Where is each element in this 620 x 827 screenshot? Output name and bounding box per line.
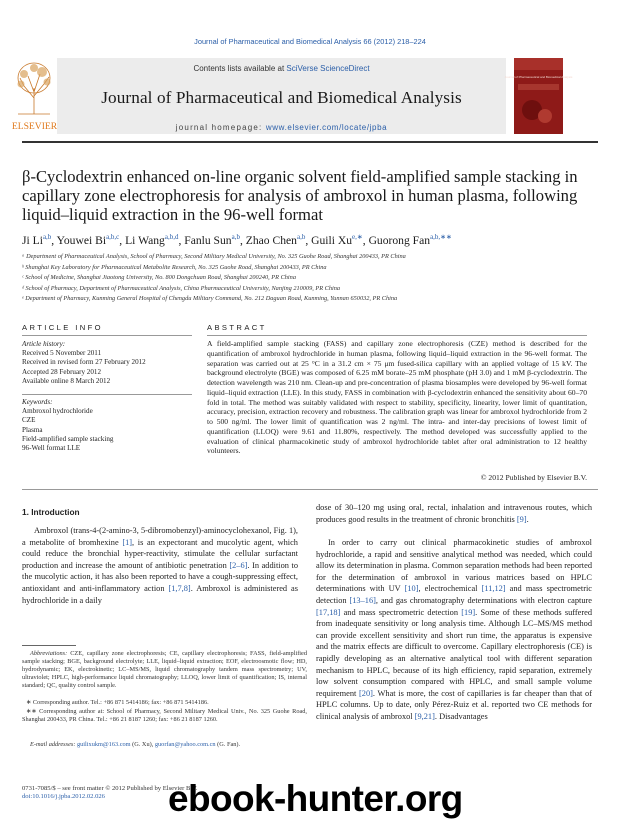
corresponding-author-2: ∗∗ Corresponding author at: School of Pharmacy, Second Military Medical Univ., No. 325 Guohe Road, Shanghai 200433, PR China. Tel.: +86 21 8187 1260; fax: +86 21 8187 1260.: [22, 708, 307, 724]
intro-paragraph-1: Ambroxol (trans-4-(2-amino-3, 5-dibromobenzyl)-aminocyclohexanol, Fig. 1), a metabolite of bromhexine [1], is an expectorant and mucolytic agent, which could reduce the bronchial hyper-reactivity, stimulate the cellular surfactant production and increase the amount of antibiotic penetration [2–6]. In addition to the mucolytic action, it has also been reported to have a cough-suppressing effect, antioxidant and anti-inflammatory action [1,7,8]. Ambroxol is administered as hydrochloride in a daily: [22, 526, 298, 605]
history-label: Article history:: [22, 340, 66, 348]
author-affiliation-marker[interactable]: a,b: [42, 233, 52, 241]
affiliation-a: ᵃ Department of Pharmaceutical Analysis, School of Pharmacy, Second Military Medical University, No. 325 Guohe Road, Shanghai 200433, PR China: [22, 253, 406, 260]
intro-paragraph-right-2: In order to carry out clinical pharmacokinetic studies of ambroxol hydrochloride, a rapid and sensitive analytical method was needed, which could allow its determination in plasma. Common separation methods had been reported for the determination of ambroxol in various matrices based on HPLC determinations with UV [10], electrochemical [11,12] and mass spectrometric detection [13–16], and gas chromatography determinations with electron capture [17,18] and mass spectrometric detection [19]. Some of these methods suffered from inadequate sensitivity or long analysis time. Although LC–MS/MS method can provide excellent sensitivity and short run time, the apparatus is expensive and the matrix effects are difficult to overcome. Capillary electrophoresis (CE) is rapidly developing as an alternative analytical tool with different separation mechanism to HPLC, because of its high efficiency, rapid separation, extremely low solvent consumption compared with HPLC, and small sample volume requirement [20]. What is more, the cost of capillaries is far cheaper than that of HPLC columns. Up to date, only Pérez-Ruiz et al. reported two CE methods for clinical analysis of ambroxol [9,21]. Disadvantages: [316, 538, 593, 721]
author-affiliation-marker[interactable]: a,b: [296, 233, 306, 241]
citation-link[interactable]: [1]: [122, 537, 133, 547]
author-name: Guili Xu: [311, 234, 353, 247]
footnote-rule: [22, 645, 76, 646]
abstract-heading: ABSTRACT: [207, 323, 267, 332]
keyword: 96-Well format LLE: [22, 444, 81, 453]
homepage-prefix: journal homepage:: [175, 123, 266, 132]
citation-link[interactable]: [1,7,8]: [168, 583, 191, 593]
contents-prefix: Contents lists available at: [193, 64, 287, 73]
keyword: Ambroxol hydrochloride: [22, 407, 93, 416]
author-list: Ji Li$^{a,b}$, Youwei Bi$^{a,b,c}$, Li Wang$^{a,b,d}$, Fanlu Sun$^{a,b}$, Zhao Chen$^{a,b}$, Guili $Xu^{e,∗}$, Guorong Fan$^{a,b,∗∗}$: [22, 233, 452, 247]
elsevier-wordmark: ELSEVIER: [11, 121, 58, 132]
copyright-line: © 2012 Published by Elsevier B.V.: [480, 473, 587, 482]
citation-link[interactable]: [10]: [404, 584, 419, 594]
article-history: [22, 340, 192, 386]
citation-link[interactable]: [9]: [516, 514, 527, 524]
abstract-rule: [207, 335, 587, 336]
author-affiliation-marker[interactable]: a,b,c: [106, 233, 120, 241]
elsevier-logo: [12, 58, 57, 134]
email-link[interactable]: guorfan@yahoo.com.cn: [154, 741, 216, 748]
abbreviations-footnote: Abbreviations: CZE, capillary zone electrophoresis; CE, capillary electrophoresis; FASS, field-amplified sample stacking; BGE, background electrolyte; LLE, liquid–liquid extraction; EOF, electroosmotic flow; HD, hydrodynamic; EK, electrokinetic; LC–MS/MS, liquid chromatography tandem mass spectrometry; UV, ultraviolet; HPLC, high-performance liquid chromatography; LLOQ, lower limit of quantification; IS, internal standard; QC, quality control sample.: [22, 650, 307, 690]
author-name: Fanlu Sun: [184, 234, 232, 247]
contents-line: [57, 64, 506, 73]
affiliation-b: ᵇ Shanghai Key Laboratory for Pharmaceutical Metabolite Research, No. 325 Guohe Road, Shanghai 200433, PR China: [22, 263, 327, 271]
affiliation-c: ᶜ School of Medicine, Shanghai Jiaotong University, No. 800 Dongchuan Road, Shanghai 200240, PR China: [22, 274, 296, 281]
issn-line: 0731-7085/$ – see front matter © 2012 Published by Elsevier B.V.: [22, 785, 198, 792]
journal-cover-image: [504, 58, 573, 134]
email-addresses: E-mail addresses: guilixukm@163.com (G. Xu), guorfan@yahoo.com.cn (G. Fan).: [30, 741, 241, 748]
citation-link[interactable]: [11,12]: [481, 584, 506, 594]
journal-homepage: [57, 123, 506, 132]
author-name: Guorong Fan: [368, 234, 431, 247]
keywords-rule: [22, 394, 192, 395]
author-name: Li Wang: [125, 234, 165, 247]
keywords-label: Keywords:: [22, 398, 53, 406]
author-affiliation-marker[interactable]: a,b,d: [164, 233, 179, 241]
intro-paragraph-right-1: dose of 30–120 mg using oral, rectal, inhalation and intravenous routes, which produces good results in the treatment of chronic bronchitis [9].: [316, 503, 592, 524]
homepage-link[interactable]: www.elsevier.com/locate/jpba: [265, 123, 388, 132]
author-affiliation-marker[interactable]: a,b,∗∗: [430, 233, 452, 241]
history-revised: Received in revised form 27 February 2012: [22, 358, 146, 367]
header-rule: [22, 141, 598, 143]
citation-link[interactable]: [19]: [461, 607, 476, 617]
author-name: Youwei Bi: [56, 234, 107, 247]
citation-link[interactable]: [2–6]: [229, 560, 248, 570]
keyword: Plasma: [22, 425, 43, 434]
affiliation-e: ᵉ Department of Pharmacy, Kunming General Hospital of Chengdu Military Command, No. 212 Daguan Road, Kunming, Yunnan 650032, PR China: [22, 295, 398, 302]
journal-citation-link[interactable]: Journal of Pharmaceutical and Biomedical Analysis 66 (2012) 218–224: [194, 37, 426, 46]
section-heading-introduction: 1. Introduction: [22, 507, 80, 517]
keyword: CZE: [22, 416, 36, 425]
affiliation-d: ᵈ School of Pharmacy, Department of Pharmaceutical Analysis, China Pharmaceutical University, Nanjing 210009, PR China: [22, 284, 341, 292]
cover-title: Journal of Pharmaceutical and Biomedical Analysis: [504, 75, 573, 79]
doi-link[interactable]: doi:10.1016/j.jpba.2012.02.026: [22, 793, 105, 801]
citation-link[interactable]: [20]: [359, 688, 373, 698]
paper-title: β-Cyclodextrin enhanced on-line organic solvent field-amplified sample stacking in capillary zone electrophoresis for analysis of ambroxol in human plasma, following liquid–liquid extraction in the 96-well format: [22, 167, 578, 224]
keywords-block: [22, 398, 192, 453]
history-online: Available online 8 March 2012: [22, 376, 111, 385]
email-link[interactable]: guilixukm@163.com: [77, 741, 131, 748]
corresponding-author-1: ∗ Corresponding author. Tel.: +86 871 5414186; fax: +86 871 5414186.: [26, 699, 209, 706]
citation-link[interactable]: [17,18]: [316, 607, 341, 617]
history-received: Received 5 November 2011: [22, 349, 102, 358]
journal-title: Journal of Pharmaceutical and Biomedical Analysis: [101, 88, 462, 107]
author-affiliation-marker[interactable]: a,b: [231, 233, 240, 241]
citation-link[interactable]: [13–16]: [349, 595, 376, 605]
abstract-bottom-rule: [22, 489, 598, 490]
abstract-text: A field-amplified sample stacking (FASS) and capillary zone electrophoresis (CZE) method is described for the quantification of ambroxol hydrochloride in human plasma, following liquid–liquid extraction in the 96-well format. The separation was carried out at 25 °C in a 31.2 cm × 75 μm fused-silica capillary with an applied voltage of 15 kV. The background electrolyte (BGE) was composed of 6.25 mM borate–25 mM phosphate (pH 3.0) and 1 mM β-cyclodextrin. The detection wavelength was 210 nm. Clean-up and pre-concentration of plasma biosamples were developed by 96-well format liquid–liquid extraction (LLE). In this study, FASS in combination with β-cyclodextrin enhanced the sensitivity about 60–70 fold in total. The method was suitably validated with respect to stability, specificity, linearity, lower limit of quantitation, accuracy, precision, extraction recovery and robustness. The calibration graph was linear for ambroxol hydrochloride from 2 to 500 ng/ml. The lower limit of quantification was 2 ng/ml. The intra- and inter-day precisions of lowest limit of quantification (LLOQ) were 9.61 and 11.80%, respectively. The method developed was successfully applied to the evaluation of clinical pharmacokinetic study of ambroxol hydrochloride tablet after oral administration to 12 healthy volunteers.: [207, 339, 587, 456]
history-accepted: Accepted 28 February 2012: [22, 367, 101, 376]
watermark-text: ebook-hunter.org: [168, 778, 463, 819]
author-affiliation-marker[interactable]: e,∗: [352, 233, 363, 241]
citation-link[interactable]: [9,21]: [414, 711, 435, 721]
article-info-rule: [22, 335, 192, 336]
article-info-heading: ARTICLE INFO: [22, 323, 103, 332]
author-name: Ji Li: [22, 234, 43, 247]
sciencedirect-link[interactable]: SciVerse ScienceDirect: [286, 64, 370, 73]
keyword: Field-amplified sample stacking: [22, 434, 114, 443]
author-name: Zhao Chen: [245, 234, 297, 247]
